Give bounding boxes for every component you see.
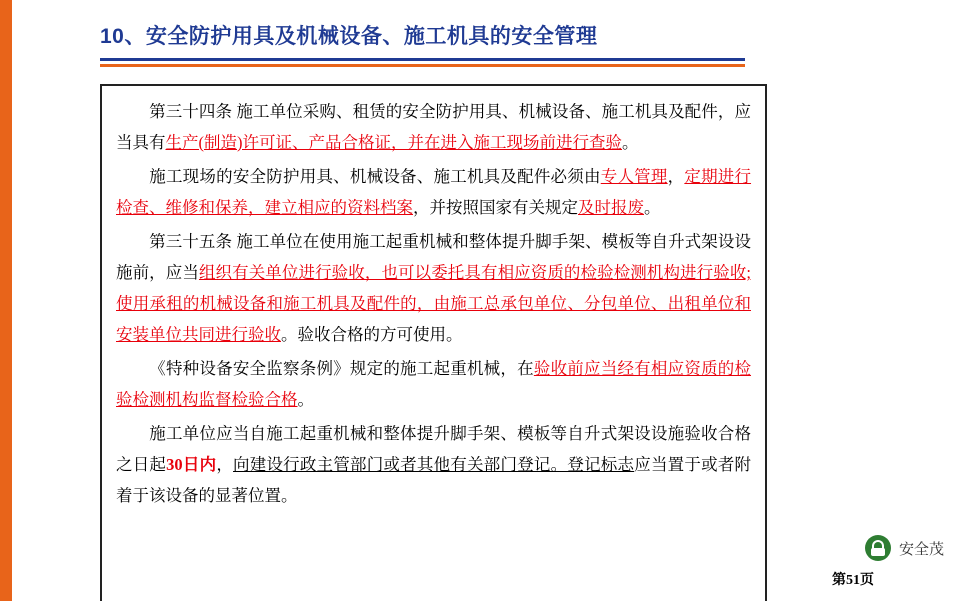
paragraph-5-text-end: 应当置于或者附着于该设备的显著位置。 bbox=[116, 455, 752, 505]
watermark bbox=[865, 535, 944, 561]
paragraph-2-text-highlight-3: 及时报废 bbox=[578, 198, 644, 217]
title-divider-orange bbox=[100, 64, 745, 67]
title-block bbox=[100, 20, 760, 67]
paragraph-2-text-highlight-2: 定期进行检查、维修和保养，建立相应的资料档案 bbox=[116, 167, 752, 217]
paragraph-5-text-highlight-days: 30日内 bbox=[166, 455, 217, 474]
paragraph-5 bbox=[116, 418, 751, 511]
paragraph-1 bbox=[116, 96, 751, 158]
paragraph-3-text-end: 。验收合格的方可使用。 bbox=[281, 325, 463, 344]
paragraph-1-text-plain: 第三十四条 施工单位采购、租赁的安全防护用具、机械设备、施工机具及配件，应当具有 bbox=[116, 102, 751, 152]
page-title: 10、安全防护用具及机械设备、施工机具的安全管理 bbox=[100, 25, 598, 48]
paragraph-2-text-highlight-1: 专人管理 bbox=[600, 167, 668, 186]
paragraph-2 bbox=[116, 161, 751, 223]
paragraph-2-text-plain: 施工现场的安全防护用具、机械设备、施工机具及配件必须由 bbox=[149, 167, 601, 186]
paragraph-4 bbox=[116, 353, 751, 415]
watermark-label: 安全茂 bbox=[898, 540, 944, 558]
paragraph-3 bbox=[116, 226, 751, 350]
paragraph-5-text-underline: 向建设行政主管部门或者其他有关部门登记。登记标志 bbox=[233, 455, 635, 474]
paragraph-4-text-highlight: 验收前应当经有相应资质的检验检测机构监督检验合格 bbox=[116, 359, 752, 409]
safety-helmet-icon bbox=[865, 535, 891, 561]
paragraph-5-text-sep: ， bbox=[216, 455, 234, 474]
paragraph-5-text-plain: 施工单位应当自施工起重机械和整体提升脚手架、模板等自升式架设设施验收合格之日起 bbox=[116, 424, 751, 474]
paragraph-3-text-plain: 第三十五条 施工单位在使用施工起重机械和整体提升脚手架、模板等自升式架设设施前，应当 bbox=[116, 232, 751, 282]
paragraph-4-text-end: 。 bbox=[297, 390, 314, 409]
paragraph-2-text-plain-2: ，并按照国家有关规定 bbox=[413, 198, 578, 217]
page-number: 第51页 bbox=[832, 573, 874, 588]
left-accent-bar bbox=[0, 0, 12, 601]
paragraph-4-text-plain: 《特种设备安全监察条例》规定的施工起重机械，在 bbox=[149, 359, 534, 378]
content-box bbox=[100, 84, 767, 601]
paragraph-1-text-highlight: 生产(制造)许可证、产品合格证，并在进入施工现场前进行查验 bbox=[165, 133, 622, 152]
paragraph-1-text-end: 。 bbox=[622, 133, 639, 152]
paragraph-2-text-end: 。 bbox=[644, 198, 661, 217]
title-divider-blue bbox=[100, 58, 745, 61]
paragraph-3-text-highlight: 组织有关单位进行验收，也可以委托具有相应资质的检验检测机构进行验收;使用承租的机械设备和施工机具及配件的，由施工总承包单位、分包单位、出租单位和安装单位共同进行验收 bbox=[116, 263, 751, 344]
paragraph-2-text-sep: ， bbox=[667, 167, 685, 186]
